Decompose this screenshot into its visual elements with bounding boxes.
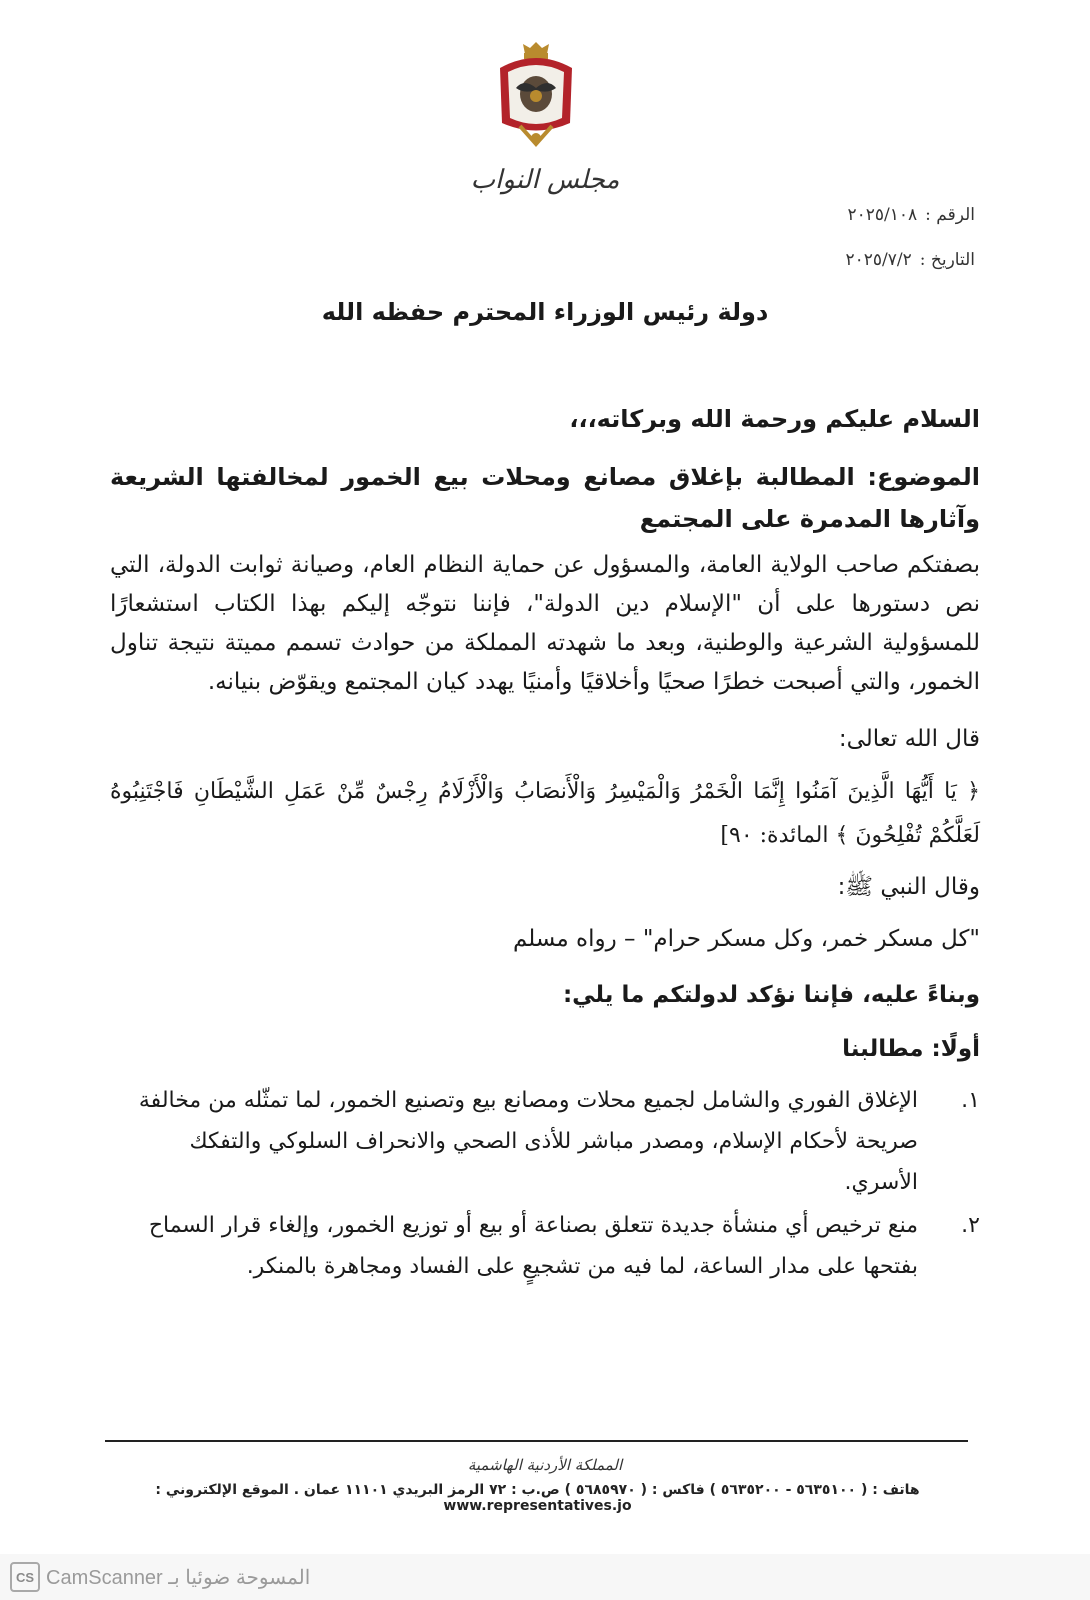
footer-contact-info [135, 1482, 940, 1514]
list-item [120, 1080, 980, 1203]
reference-value: ٢٠٢٥/١٠٨ [847, 205, 918, 225]
letter-date [845, 250, 975, 270]
reference-number [847, 205, 975, 225]
intro-paragraph: بصفتكم صاحب الولاية العامة، والمسؤول عن حماية النظام العام، وصيانة ثوابت الدولة، التي نص دستورها على أن "الإسلام دين الدولة"، فإننا نتوجّه إليكم بهذا الكتاب استشعارًا للمسؤولية الشرعية والوطنية، وبعد ما شهدته المملكة من حوادث تسمم مميتة نتيجة تناول الخمور، والتي أصبحت خطرًا صحيًا وأخلاقيًا وأمنيًا يهدد كيان المجتمع ويقوّض بنيانه. [110, 552, 980, 695]
footer-divider [105, 1440, 968, 1442]
demands-list [120, 1080, 980, 1287]
hadith-intro: وقال النبي ﷺ: [837, 874, 980, 900]
camscanner-watermark-bar [0, 1554, 1090, 1600]
camscanner-logo-icon: CS [10, 1562, 40, 1592]
footer-contact-text: هاتف : ( ٥٦٣٥١٠٠ - ٥٦٣٥٢٠٠ ) فاكس : ( ٥٦٨٥٩٧٠ ) ص.ب : ٧٢ الرمز البريدي ١١١٠١ عمان . الموقع الإلكتروني : [155, 1482, 920, 1498]
reference-label: الرقم : [925, 205, 975, 225]
addressee: دولة رئيس الوزراء المحترم حفظه الله [321, 298, 769, 326]
footer-website-link[interactable]: www.representatives.jo [443, 1498, 632, 1514]
footer-kingdom-name: المملكة الأردنية الهاشمية [467, 1456, 623, 1474]
date-label: التاريخ : [919, 250, 975, 270]
date-value: ٢٠٢٥/٧/٢ [845, 250, 912, 270]
list-item-number: ٢. [961, 1213, 980, 1238]
list-item-text: الإغلاق الفوري والشامل لجميع محلات ومصانع بيع وتصنيع الخمور، لما تمثّله من مخالفة صريحة لأحكام الإسلام، ومصدر مباشر للأذى الصحي والانحراف السلوكي والتفكك الأسري. [138, 1088, 918, 1195]
quran-intro: قال الله تعالى: [838, 726, 980, 752]
subject-line: الموضوع: المطالبة بإغلاق مصانع ومحلات بيع الخمور لمخالفتها الشريعة وآثارها المدمرة على المجتمع [110, 463, 980, 533]
council-name: مجلس النواب [470, 165, 620, 195]
demands-heading: أولًا: مطالبنا [842, 1036, 980, 1062]
quran-verse: ﴿ يَا أَيُّهَا الَّذِينَ آمَنُوا إِنَّمَا الْخَمْرُ وَالْمَيْسِرُ وَالْأَنصَابُ وَالْأَزْلَامُ رِجْسٌ مِّنْ عَمَلِ الشَّيْطَانِ فَاجْتَنِبُوهُ لَعَلَّكُمْ تُفْلِحُونَ ﴾ المائدة: ٩٠] [110, 779, 980, 848]
conclusion-line: وبناءً عليه، فإننا نؤكد لدولتكم ما يلي: [562, 982, 980, 1008]
list-item-number: ١. [961, 1088, 980, 1113]
greeting: السلام عليكم ورحمة الله وبركاته،،، [569, 405, 980, 433]
list-item [120, 1205, 980, 1287]
coat-of-arms-emblem [490, 38, 582, 150]
hadith-quote: "كل مسكر خمر، وكل مسكر حرام" – رواه مسلم [512, 926, 980, 952]
list-item-text: منع ترخيص أي منشأة جديدة تتعلق بصناعة أو بيع أو توزيع الخمور، وإلغاء قرار السماح بفتحها على مدار الساعة، لما فيه من تشجيعٍ على الفساد ومجاهرة بالمنكر. [148, 1213, 918, 1279]
camscanner-watermark-text: CamScanner المسوحة ضوئيا بـ [46, 1566, 311, 1589]
